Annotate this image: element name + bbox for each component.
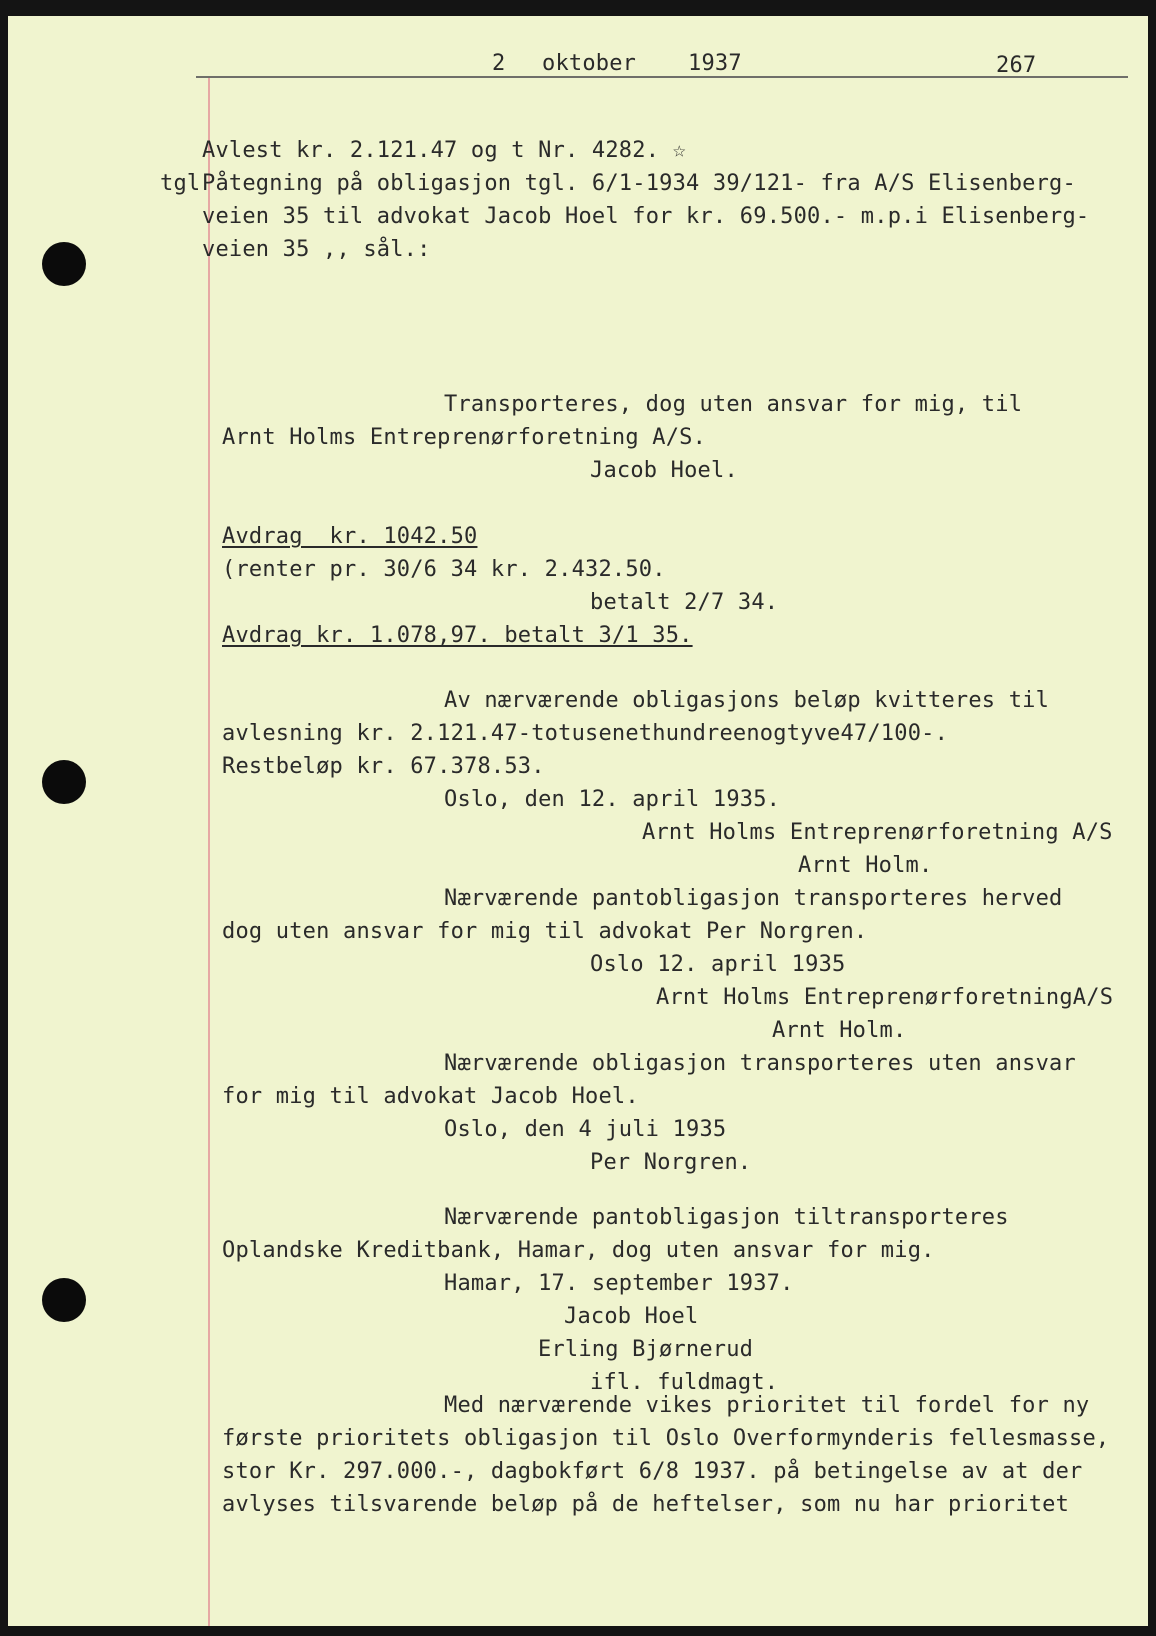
text-line: Oslo, den 4 juli 1935: [444, 1117, 727, 1142]
text-line: Arnt Holms Entreprenørforetning A/S.: [222, 425, 707, 450]
header-rule: [196, 76, 1128, 78]
text-line: Arnt Holm.: [798, 853, 933, 878]
punch-hole-bottom: [42, 1278, 86, 1322]
text-line: stor Kr. 297.000.-, dagbokført 6/8 1937. på betingelse av at der: [222, 1459, 1083, 1484]
text-line: Nærværende pantobligasjon tiltransporteres: [444, 1205, 1009, 1230]
text-line: avlesning kr. 2.121.47-totusenethundreenogtyve47/100-.: [222, 721, 949, 746]
text-line: for mig til advokat Jacob Hoel.: [222, 1084, 639, 1109]
text-line: Nærværende pantobligasjon transporteres herved: [444, 886, 1063, 911]
ledger-page: [8, 16, 1148, 1626]
header-year: 1937: [688, 51, 742, 76]
text-line: ifl. fuldmagt.: [590, 1370, 779, 1395]
text-line: Arnt Holms Entreprenørforetning A/S: [642, 820, 1113, 845]
text-line: første prioritets obligasjon til Oslo Overformynderis fellesmasse,: [222, 1426, 1110, 1451]
text-line: veien 35 ,, sål.:: [202, 237, 431, 262]
text-line: Arnt Holm.: [772, 1018, 907, 1043]
text-line: Avlest kr. 2.121.47 og t Nr. 4282. ☆: [202, 138, 687, 163]
margin-rule: [208, 78, 210, 1626]
text-line: dog uten ansvar for mig til advokat Per Norgren.: [222, 919, 868, 944]
text-line: Med nærværende vikes prioritet til fordel for ny: [444, 1393, 1090, 1418]
text-line: Nærværende obligasjon transporteres uten ansvar: [444, 1051, 1076, 1076]
text-line: Hamar, 17. september 1937.: [444, 1271, 794, 1296]
text-line: Restbeløp kr. 67.378.53.: [222, 754, 545, 779]
text-line: Per Norgren.: [590, 1150, 752, 1175]
text-line: Av nærværende obligasjons beløp kvitteres til: [444, 688, 1050, 713]
page-number: 267: [996, 53, 1037, 78]
text-line: Oplandske Kreditbank, Hamar, dog uten ansvar for mig.: [222, 1238, 935, 1263]
margin-note: tgl: [160, 171, 201, 196]
text-line: Transporteres, dog uten ansvar for mig, til: [444, 392, 1023, 417]
text-line: Oslo, den 12. april 1935.: [444, 787, 781, 812]
text-line: Avdrag kr. 1042.50: [222, 524, 478, 549]
text-line: Påtegning på obligasjon tgl. 6/1-1934 39/121- fra A/S Elisenberg-: [202, 171, 1076, 196]
text-line: Jacob Hoel.: [590, 458, 738, 483]
text-line: Erling Bjørnerud: [538, 1337, 754, 1362]
text-line: Avdrag kr. 1.078,97. betalt 3/1 35.: [222, 623, 693, 648]
text-line: betalt 2/7 34.: [590, 590, 779, 615]
text-line: Oslo 12. april 1935: [590, 952, 846, 977]
header-day: 2: [492, 51, 506, 76]
punch-hole-top: [42, 242, 86, 286]
punch-hole-middle: [42, 760, 86, 804]
header-month: oktober: [542, 51, 637, 76]
text-line: avlyses tilsvarende beløp på de heftelser, som nu har prioritet: [222, 1492, 1070, 1517]
text-line: Arnt Holms EntreprenørforetningA/S: [656, 985, 1114, 1010]
text-line: (renter pr. 30/6 34 kr. 2.432.50.: [222, 557, 666, 582]
text-line: veien 35 til advokat Jacob Hoel for kr. 69.500.- m.p.i Elisenberg-: [202, 204, 1090, 229]
text-line: Jacob Hoel: [564, 1304, 699, 1329]
